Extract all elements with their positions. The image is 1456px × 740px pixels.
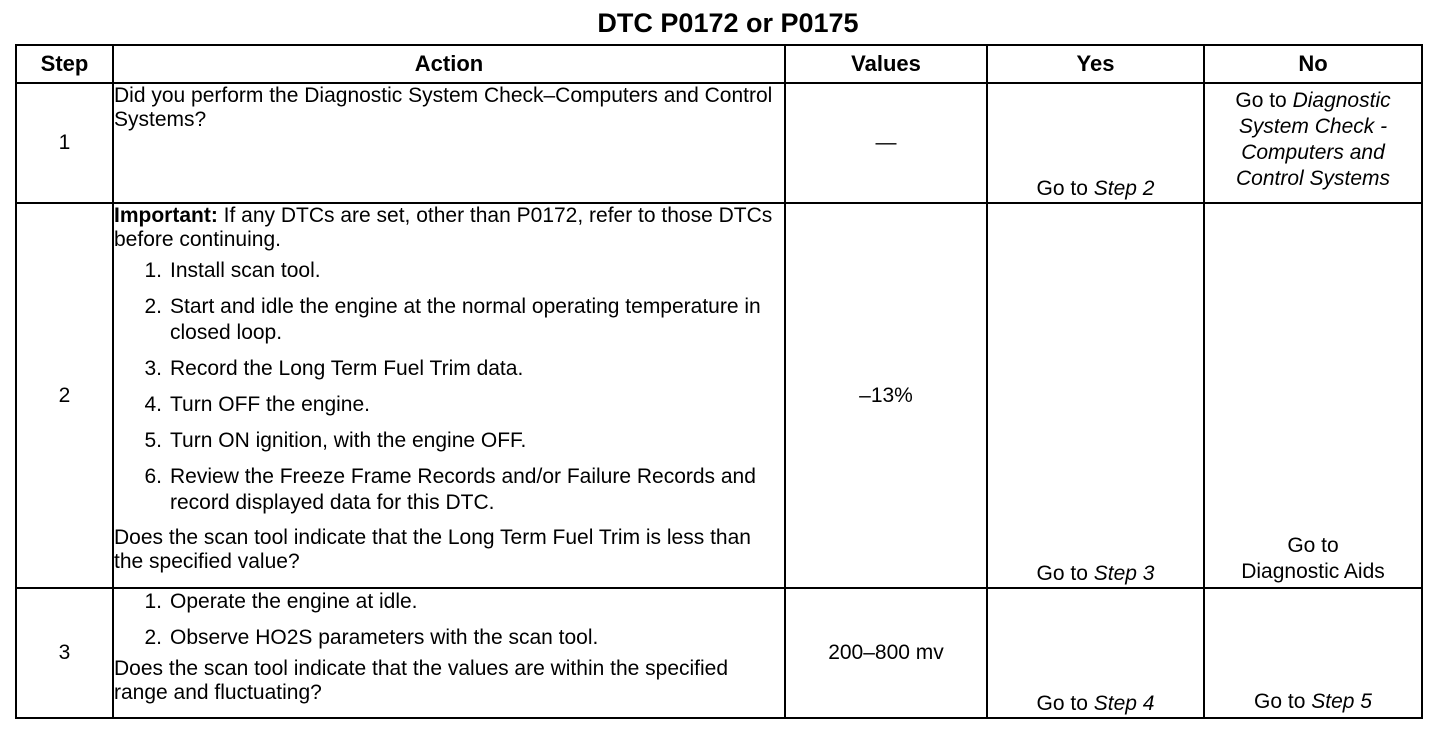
item-number: 4. [144,393,162,416]
page-title: DTC P0172 or P0175 [597,8,859,38]
list-item [114,392,784,418]
yes-target-link: Step 2 [1093,177,1155,200]
header-action: Action [113,45,785,83]
item-text: Turn ON ignition, with the engine OFF. [170,429,527,452]
table-row [16,203,1422,588]
yes-target-link: Step 3 [1093,562,1155,585]
step-number: 1 [16,83,113,203]
yes-cell [987,203,1204,588]
yes-cell [987,83,1204,203]
item-text: Record the Long Term Fuel Trim data. [170,357,524,380]
yes-prefix: Go to [1036,562,1094,585]
header-step: Step [16,45,113,83]
no-cell [1204,203,1422,588]
action-question: Does the scan tool indicate that the Long Term Fuel Trim is less than the specified value? [114,526,751,573]
no-target-link: Step 5 [1311,690,1372,713]
header-yes: Yes [987,45,1204,83]
no-line-1: Go to [1287,534,1339,557]
step-number: 3 [16,588,113,718]
important-text: If any DTCs are set, other than P0172, refer to those DTCs before continuing. [114,204,773,251]
important-label: Important: [114,204,218,227]
item-number: 1. [144,590,162,613]
action-cell [113,83,785,203]
no-cell [1204,83,1422,203]
item-text: Observe HO2S parameters with the scan tool. [170,626,599,649]
list-item [114,258,784,284]
item-number: 3. [144,357,162,380]
yes-prefix: Go to [1036,177,1094,200]
item-text: Operate the engine at idle. [170,590,418,613]
list-item [114,589,784,615]
table-row [16,588,1422,718]
action-cell [113,203,785,588]
list-item [114,356,784,382]
item-number: 1. [144,259,162,282]
step-number: 2 [16,203,113,588]
yes-target-link: Step 4 [1093,692,1155,715]
action-question: Did you perform the Diagnostic System Check–Computers and Control Systems? [114,84,773,131]
no-prefix: Go to [1254,690,1312,713]
item-text: Review the Freeze Frame Records and/or Failure Records and record displayed data for this DTC. [170,465,756,514]
action-question: Does the scan tool indicate that the values are within the specified range and fluctuating? [114,657,729,704]
list-item [114,464,784,516]
item-number: 2. [144,295,162,318]
list-item [114,625,784,651]
header-values: Values [785,45,987,83]
item-text: Turn OFF the engine. [170,393,370,416]
values-cell: — [785,83,987,203]
values-cell: 200–800 mv [785,588,987,718]
item-number: 2. [144,626,162,649]
values-cell: –13% [785,203,987,588]
action-steps [114,258,784,516]
diagnostic-table [15,44,1423,719]
action-cell [113,588,785,718]
no-cell [1204,588,1422,718]
important-note [114,204,784,252]
list-item [114,294,784,346]
yes-prefix: Go to [1036,692,1094,715]
no-line-2: Diagnostic Aids [1241,560,1385,583]
header-row [16,45,1422,83]
item-number: 6. [144,465,162,488]
yes-cell [987,588,1204,718]
no-prefix: Go to [1235,89,1293,112]
header-no: No [1204,45,1422,83]
list-item [114,428,784,454]
action-steps [114,589,784,651]
item-text: Install scan tool. [170,259,321,282]
item-text: Start and idle the engine at the normal operating temperature in closed loop. [170,295,761,344]
item-number: 5. [144,429,162,452]
table-row [16,83,1422,203]
no-target-link: Diagnostic System Check - Computers and Control Systems [1235,89,1391,190]
